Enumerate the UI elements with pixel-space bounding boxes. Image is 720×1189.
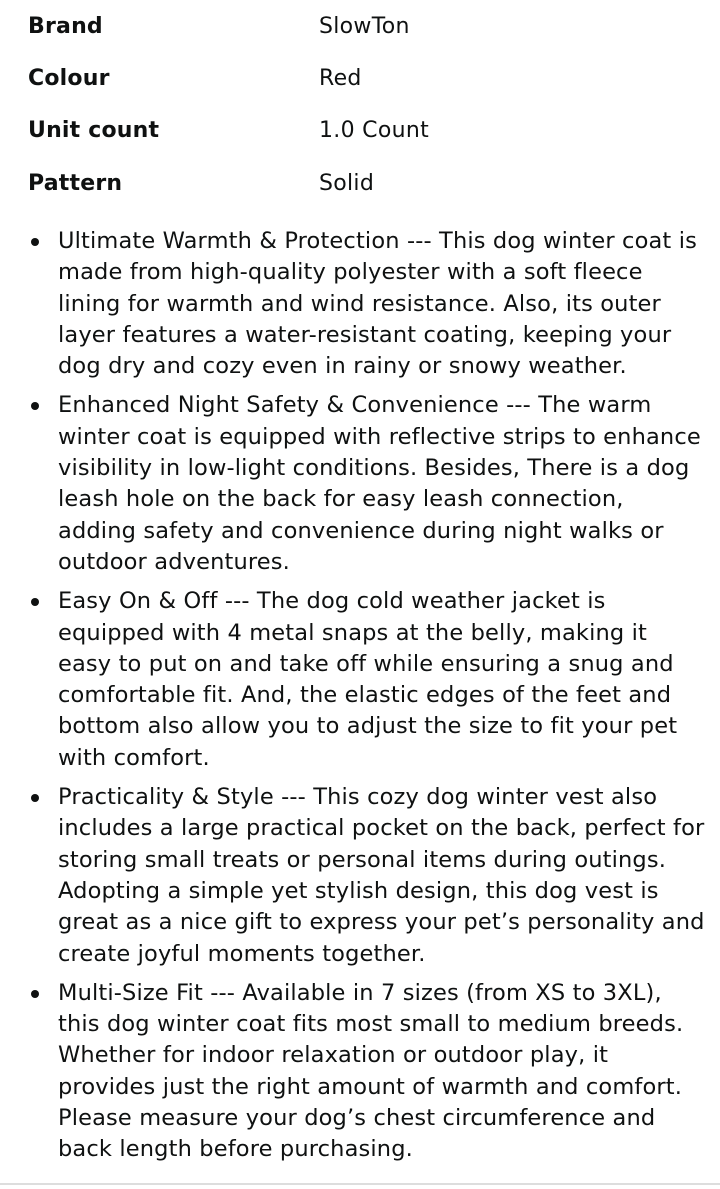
bullet-dot-icon xyxy=(31,238,39,246)
spec-row-unit-count xyxy=(28,105,708,158)
spec-value: Solid xyxy=(319,170,375,196)
feature-bullet xyxy=(26,782,706,970)
feature-bullet xyxy=(26,586,706,774)
feature-bullet-text: Multi-Size Fit --- Available in 7 sizes (from XS to 3XL), this dog winter coat fits most small to medium breeds. Whether for indoor relaxation or outdoor play, it provides just the right amount of warmth and comfort. Please measure your dog’s chest circumference and back length before purchasing. xyxy=(58,979,684,1163)
spec-key: Pattern xyxy=(28,170,123,196)
feature-bullet-text: Easy On & Off --- The dog cold weather jacket is equipped with 4 metal snaps at the belly, making it easy to put on and take off while ensuring a snug and comfortable fit. And, the elastic edges of the feet and bottom also allow you to adjust the size to fit your pet with comfort. xyxy=(58,588,678,771)
bullet-dot-icon xyxy=(31,990,39,998)
feature-bullet-list xyxy=(26,226,706,1174)
feature-bullet-text: Ultimate Warmth & Protection --- This dog winter coat is made from high-quality polyester with a soft fleece lining for warmth and wind resistance. Also, its outer layer features a water-resistant coating, keeping your dog dry and cozy even in rainy or snowy weather. xyxy=(58,228,697,380)
feature-bullet xyxy=(26,390,706,578)
bullet-dot-icon xyxy=(31,402,39,410)
feature-bullet xyxy=(26,978,706,1166)
spec-key: Unit count xyxy=(28,118,160,144)
spec-value: SlowTon xyxy=(319,13,410,39)
feature-bullet xyxy=(26,226,706,382)
spec-row-pattern xyxy=(28,157,708,210)
spec-row-colour xyxy=(28,52,708,105)
section-divider xyxy=(0,1183,720,1185)
bullet-dot-icon xyxy=(31,794,39,802)
spec-value: Red xyxy=(319,65,362,91)
feature-bullet-text: Enhanced Night Safety & Convenience --- The warm winter coat is equipped with reflective strips to enhance visibility in low-light conditions. Besides, There is a dog leash hole on the back for easy leash connection, adding safety and convenience during night walks or outdoor adventures. xyxy=(58,392,701,575)
spec-key: Colour xyxy=(28,65,110,91)
spec-key: Brand xyxy=(28,13,103,39)
product-specs-table xyxy=(28,0,708,210)
bullet-dot-icon xyxy=(31,598,39,606)
spec-row-brand xyxy=(28,0,708,52)
spec-value: 1.0 Count xyxy=(319,118,430,144)
feature-bullet-text: Practicality & Style --- This cozy dog winter vest also includes a large practical pocket on the back, perfect for storing small treats or personal items during outings. Adopting a simple yet stylish design, this dog vest is great as a nice gift to express your pet’s personality and create joyful moments together. xyxy=(58,784,705,967)
